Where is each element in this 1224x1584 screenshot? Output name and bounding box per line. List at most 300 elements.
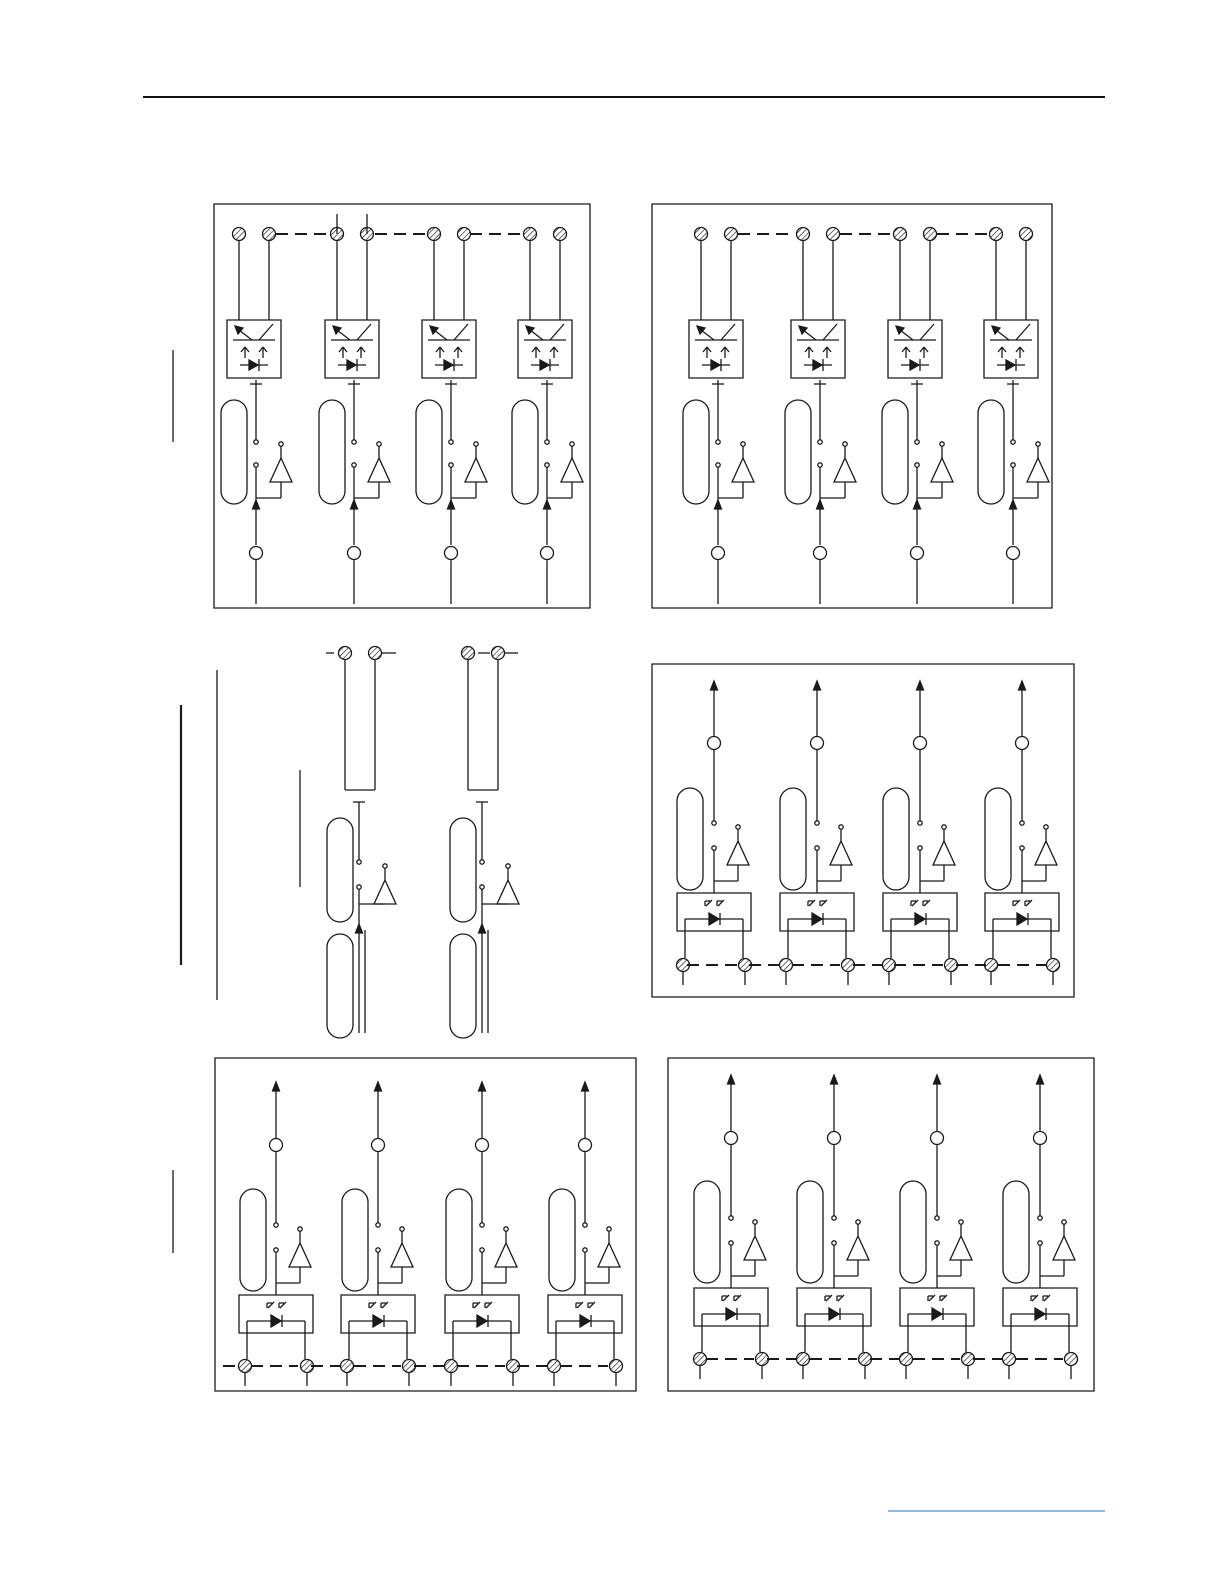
optocoupler-icon — [445, 1295, 519, 1359]
contact-point — [716, 463, 720, 467]
buffer-triangle — [391, 1243, 413, 1267]
terminal-ring — [369, 647, 382, 660]
terminal-ring — [548, 1360, 561, 1373]
hatched-screw-terminal-icon — [900, 1353, 913, 1366]
relay-contact-icon — [984, 320, 1038, 378]
terminal-ring — [239, 1360, 252, 1373]
signal-arrow-icon — [1019, 681, 1026, 690]
panel-frame — [668, 1058, 1094, 1391]
hatched-screw-terminal-icon — [610, 1360, 623, 1373]
hatched-screw-terminal-icon — [458, 228, 471, 241]
contact-point — [1011, 440, 1015, 444]
contact-point — [570, 442, 574, 446]
contact-point — [279, 442, 283, 446]
buffer-triangle-icon — [834, 442, 856, 482]
opto-input-channel — [677, 681, 752, 985]
rounded-field-device-icon — [900, 1181, 926, 1283]
signal-arrow-icon — [1010, 500, 1017, 509]
hatched-screw-terminal-icon — [695, 228, 708, 241]
contact-point — [376, 1248, 380, 1252]
contact-point — [274, 1248, 278, 1252]
contact-point — [843, 442, 847, 446]
contact-point — [357, 885, 361, 889]
connector-circle — [348, 547, 361, 560]
contact-point — [940, 442, 944, 446]
optocoupler-box — [883, 893, 957, 931]
terminal-ring — [924, 228, 937, 241]
hatched-screw-terminal-icon — [780, 959, 793, 972]
contact-point — [352, 440, 356, 444]
signal-arrow-icon — [351, 500, 358, 509]
signal-arrow-icon — [582, 1082, 589, 1091]
buffer-triangle — [561, 458, 583, 482]
relay-channel — [882, 228, 953, 605]
hatched-screw-terminal-icon — [1003, 1353, 1016, 1366]
hatched-screw-terminal-icon — [756, 1353, 769, 1366]
terminal-ring — [883, 959, 896, 972]
connector-circle — [541, 547, 554, 560]
optocoupler-icon — [677, 893, 751, 958]
connector-circle — [911, 547, 924, 560]
terminal-ring — [827, 228, 840, 241]
relay-box — [791, 320, 845, 378]
hatched-screw-terminal-icon — [233, 228, 246, 241]
opto-input-channel — [883, 681, 958, 985]
optocoupler-icon — [985, 893, 1059, 958]
buffer-triangle — [727, 841, 749, 865]
buffer-triangle-icon — [847, 1220, 869, 1260]
contact-point — [729, 1216, 733, 1220]
buffer-triangle — [374, 880, 396, 904]
relay-box — [422, 320, 476, 378]
contact-point — [832, 1216, 836, 1220]
relay-channel — [319, 228, 390, 605]
relay-box — [518, 320, 572, 378]
terminal-ring — [695, 228, 708, 241]
buffer-triangle — [744, 1236, 766, 1260]
contact-point — [741, 442, 745, 446]
hatched-screw-terminal-icon — [797, 228, 810, 241]
buffer-triangle-icon — [270, 442, 292, 482]
opto-input-channel — [445, 1082, 520, 1386]
terminal-ring — [462, 647, 475, 660]
hatched-screw-terminal-icon — [524, 228, 537, 241]
optocoupler-icon — [797, 1288, 871, 1352]
contact-point — [815, 846, 819, 850]
rounded-field-device-icon — [985, 788, 1011, 890]
buffer-triangle-icon — [465, 442, 487, 482]
hatched-screw-terminal-icon — [554, 228, 567, 241]
contact-point — [736, 825, 740, 829]
signal-arrow-icon — [1037, 1075, 1044, 1084]
contact-point — [935, 1216, 939, 1220]
optocoupler-box — [445, 1295, 519, 1333]
optocoupler-icon — [1003, 1288, 1077, 1352]
buffer-triangle-icon — [744, 1220, 766, 1260]
relay-box — [888, 320, 942, 378]
contact-point — [1038, 1241, 1042, 1245]
buffer-triangle-icon — [368, 442, 390, 482]
buffer-triangle-icon — [1053, 1220, 1075, 1260]
relay-box — [689, 320, 743, 378]
terminal-ring — [725, 228, 738, 241]
hatched-screw-terminal-icon — [1047, 959, 1060, 972]
buffer-triangle — [1027, 458, 1049, 482]
optocoupler-box — [1003, 1288, 1077, 1326]
connector-circle — [828, 1132, 841, 1145]
relay-channel — [327, 647, 396, 1039]
buffer-triangle-icon — [391, 1227, 413, 1267]
contact-point — [818, 440, 822, 444]
connector-circle — [931, 1132, 944, 1145]
contact-point — [959, 1220, 963, 1224]
contact-point — [480, 860, 484, 864]
hatched-screw-terminal-icon — [1020, 228, 1033, 241]
connector-circle — [372, 1139, 385, 1152]
contact-point — [915, 440, 919, 444]
buffer-triangle — [830, 841, 852, 865]
contact-point — [1011, 463, 1015, 467]
terminal-ring — [524, 228, 537, 241]
terminal-ring — [339, 647, 352, 660]
terminal-ring — [233, 228, 246, 241]
opto-input-channel — [797, 1075, 872, 1379]
contact-point — [1044, 825, 1048, 829]
terminal-ring — [962, 1353, 975, 1366]
optocoupler-icon — [900, 1288, 974, 1352]
relay-contact-icon — [888, 320, 942, 378]
rounded-field-device-icon — [450, 818, 476, 922]
relay-channel — [512, 228, 583, 605]
relay-box — [984, 320, 1038, 378]
hatched-screw-terminal-icon — [797, 1353, 810, 1366]
hatched-screw-terminal-icon — [990, 228, 1003, 241]
hatched-screw-terminal-icon — [827, 228, 840, 241]
contact-point — [274, 1223, 278, 1227]
relay-channel — [785, 228, 856, 605]
optocoupler-input-panel-a — [652, 664, 1074, 997]
optocoupler-box — [900, 1288, 974, 1326]
relay-contact-icon — [518, 320, 572, 378]
optocoupler-icon — [694, 1288, 768, 1352]
contact-point — [1020, 846, 1024, 850]
buffer-triangle — [598, 1243, 620, 1267]
contact-point — [942, 825, 946, 829]
opto-input-channel — [341, 1082, 416, 1386]
signal-arrow-icon — [711, 681, 718, 690]
signal-arrow-icon — [914, 500, 921, 509]
terminal-ring — [554, 228, 567, 241]
relay-contact-icon — [791, 320, 845, 378]
hatched-screw-terminal-icon — [1065, 1353, 1078, 1366]
contact-point — [545, 440, 549, 444]
hatched-screw-terminal-icon — [842, 959, 855, 972]
relay-channel — [221, 228, 292, 605]
terminal-ring — [985, 959, 998, 972]
terminal-ring — [945, 959, 958, 972]
optocoupler-box — [548, 1295, 622, 1333]
relay-channel — [416, 228, 487, 605]
signal-arrow-icon — [375, 1082, 382, 1091]
buffer-triangle-icon — [374, 864, 396, 904]
contact-point — [480, 885, 484, 889]
buffer-triangle — [497, 880, 519, 904]
contact-point — [400, 1227, 404, 1231]
connector-circle — [725, 1132, 738, 1145]
relay-channel — [978, 228, 1049, 605]
terminal-ring — [1003, 1353, 1016, 1366]
contact-point — [376, 1223, 380, 1227]
terminal-ring — [990, 228, 1003, 241]
contact-point — [357, 860, 361, 864]
contact-point — [1036, 442, 1040, 446]
connector-circle — [250, 547, 263, 560]
buffer-triangle — [368, 458, 390, 482]
hatched-screw-terminal-icon — [239, 1360, 252, 1373]
rounded-field-device-icon — [694, 1181, 720, 1283]
terminal-ring — [780, 959, 793, 972]
hatched-screw-terminal-icon — [894, 228, 907, 241]
buffer-triangle-icon — [732, 442, 754, 482]
terminal-ring — [859, 1353, 872, 1366]
rounded-field-device-icon — [450, 934, 476, 1038]
buffer-triangle-icon — [950, 1220, 972, 1260]
rounded-field-device-icon — [327, 818, 353, 922]
optocoupler-icon — [883, 893, 957, 958]
signal-arrow-icon — [273, 1082, 280, 1091]
signal-arrow-icon — [917, 681, 924, 690]
buffer-triangle — [931, 458, 953, 482]
hatched-screw-terminal-icon — [341, 1360, 354, 1373]
hatched-screw-terminal-icon — [962, 1353, 975, 1366]
contact-point — [1062, 1220, 1066, 1224]
terminal-ring — [492, 647, 505, 660]
signal-arrow-icon — [728, 1075, 735, 1084]
rounded-field-device-icon — [882, 400, 908, 504]
contact-point — [298, 1227, 302, 1231]
contact-point — [583, 1248, 587, 1252]
hatched-screw-terminal-icon — [339, 647, 352, 660]
opto-input-channel — [694, 1075, 769, 1379]
contact-point — [474, 442, 478, 446]
terminal-ring — [694, 1353, 707, 1366]
connector-circle — [1034, 1132, 1047, 1145]
relay-contact-icon — [325, 320, 379, 378]
hatched-screw-terminal-icon — [985, 959, 998, 972]
contact-point — [506, 864, 510, 868]
contact-point — [818, 463, 822, 467]
buffer-triangle — [495, 1243, 517, 1267]
rounded-field-device-icon — [797, 1181, 823, 1283]
buffer-triangle-icon — [289, 1227, 311, 1267]
relay-channel — [450, 647, 519, 1039]
contact-point — [545, 463, 549, 467]
opto-input-channel — [900, 1075, 975, 1379]
relay-channel — [683, 228, 754, 605]
connector-circle — [445, 547, 458, 560]
hatched-screw-terminal-icon — [462, 647, 475, 660]
contact-point — [254, 463, 258, 467]
contact-point — [449, 463, 453, 467]
buffer-triangle — [732, 458, 754, 482]
relay-box — [325, 320, 379, 378]
hatched-screw-terminal-icon — [725, 228, 738, 241]
hatched-screw-terminal-icon — [924, 228, 937, 241]
contact-point — [254, 440, 258, 444]
buffer-triangle — [289, 1243, 311, 1267]
terminal-ring — [1047, 959, 1060, 972]
contact-point — [480, 1248, 484, 1252]
contact-point — [712, 821, 716, 825]
rounded-field-device-icon — [1003, 1181, 1029, 1283]
relay-contact-icon — [227, 320, 281, 378]
optocoupler-box — [677, 893, 751, 931]
connector-circle — [712, 547, 725, 560]
relay-contact-icon — [689, 320, 743, 378]
optocoupler-box — [341, 1295, 415, 1333]
buffer-triangle-icon — [830, 825, 852, 865]
terminal-ring — [756, 1353, 769, 1366]
buffer-triangle-icon — [1035, 825, 1057, 865]
connector-circle — [579, 1139, 592, 1152]
terminal-ring — [842, 959, 855, 972]
signal-arrow-icon — [715, 500, 722, 509]
contact-point — [583, 1223, 587, 1227]
optocoupler-box — [985, 893, 1059, 931]
connector-circle — [270, 1139, 283, 1152]
optocoupler-icon — [239, 1295, 313, 1359]
signal-arrow-icon — [817, 500, 824, 509]
optocoupler-icon — [548, 1295, 622, 1359]
buffer-triangle — [834, 458, 856, 482]
contact-point — [918, 846, 922, 850]
connector-circle — [1007, 547, 1020, 560]
opto-input-channel — [1003, 1075, 1078, 1379]
buffer-triangle — [933, 841, 955, 865]
rounded-field-device-icon — [785, 400, 811, 504]
terminal-ring — [1020, 228, 1033, 241]
contact-point — [729, 1241, 733, 1245]
opto-input-channel — [780, 681, 855, 985]
contact-point — [815, 821, 819, 825]
signal-arrow-icon — [814, 681, 821, 690]
relay-output-pair — [326, 647, 519, 1039]
optocoupler-input-panel-b — [215, 1058, 636, 1391]
rounded-field-device-icon — [883, 788, 909, 890]
terminal-ring — [403, 1360, 416, 1373]
contact-point — [352, 463, 356, 467]
opto-input-channel — [548, 1082, 623, 1386]
buffer-triangle — [1035, 841, 1057, 865]
buffer-triangle-icon — [931, 442, 953, 482]
relay-output-panel-b — [652, 204, 1052, 608]
rounded-field-device-icon — [319, 400, 345, 504]
buffer-triangle-icon — [495, 1227, 517, 1267]
connector-circle — [1016, 737, 1029, 750]
relay-contact-icon — [422, 320, 476, 378]
rounded-field-device-icon — [240, 1189, 266, 1291]
terminal-ring — [797, 1353, 810, 1366]
rounded-field-device-icon — [549, 1189, 575, 1291]
contact-point — [716, 440, 720, 444]
hatched-screw-terminal-icon — [403, 1360, 416, 1373]
terminal-ring — [610, 1360, 623, 1373]
contact-point — [1020, 821, 1024, 825]
hatched-screw-terminal-icon — [883, 959, 896, 972]
opto-input-channel — [239, 1082, 314, 1386]
contact-point — [856, 1220, 860, 1224]
buffer-triangle — [465, 458, 487, 482]
rounded-field-device-icon — [446, 1189, 472, 1291]
signal-arrow-icon — [356, 924, 363, 933]
hatched-screw-terminal-icon — [548, 1360, 561, 1373]
optocoupler-icon — [780, 893, 854, 958]
buffer-triangle — [950, 1236, 972, 1260]
contact-point — [1038, 1216, 1042, 1220]
terminal-ring — [263, 228, 276, 241]
contact-point — [832, 1241, 836, 1245]
rounded-field-device-icon — [416, 400, 442, 504]
hatched-screw-terminal-icon — [263, 228, 276, 241]
optocoupler-box — [239, 1295, 313, 1333]
signal-arrow-icon — [544, 500, 551, 509]
rounded-field-device-icon — [221, 400, 247, 504]
relay-output-panel-a — [214, 204, 590, 608]
hatched-screw-terminal-icon — [859, 1353, 872, 1366]
contact-point — [607, 1227, 611, 1231]
rounded-field-device-icon — [683, 400, 709, 504]
terminal-ring — [797, 228, 810, 241]
contact-point — [935, 1241, 939, 1245]
terminal-ring — [458, 228, 471, 241]
buffer-triangle-icon — [561, 442, 583, 482]
contact-point — [449, 440, 453, 444]
terminal-ring — [900, 1353, 913, 1366]
signal-arrow-icon — [479, 924, 486, 933]
signal-arrow-icon — [253, 500, 260, 509]
terminal-ring — [894, 228, 907, 241]
rounded-field-device-icon — [780, 788, 806, 890]
rounded-field-device-icon — [978, 400, 1004, 504]
terminal-ring — [1065, 1353, 1078, 1366]
contact-point — [915, 463, 919, 467]
optocoupler-input-panel-c — [668, 1058, 1094, 1391]
hatched-screw-terminal-icon — [369, 647, 382, 660]
optocoupler-box — [694, 1288, 768, 1326]
hatched-screw-terminal-icon — [492, 647, 505, 660]
contact-point — [504, 1227, 508, 1231]
hatched-screw-terminal-icon — [445, 1360, 458, 1373]
buffer-triangle — [847, 1236, 869, 1260]
terminal-ring — [428, 228, 441, 241]
signal-arrow-icon — [831, 1075, 838, 1084]
signal-arrow-icon — [448, 500, 455, 509]
connector-circle — [811, 737, 824, 750]
hatched-screw-terminal-icon — [694, 1353, 707, 1366]
optocoupler-box — [780, 893, 854, 931]
rounded-field-device-icon — [342, 1189, 368, 1291]
buffer-triangle-icon — [1027, 442, 1049, 482]
contact-point — [480, 1223, 484, 1227]
signal-arrow-icon — [479, 1082, 486, 1091]
rounded-field-device-icon — [512, 400, 538, 504]
rounded-field-device-icon — [327, 934, 353, 1038]
terminal-ring — [341, 1360, 354, 1373]
connector-circle — [476, 1139, 489, 1152]
contact-point — [383, 864, 387, 868]
connector-circle — [708, 737, 721, 750]
hatched-screw-terminal-icon — [945, 959, 958, 972]
